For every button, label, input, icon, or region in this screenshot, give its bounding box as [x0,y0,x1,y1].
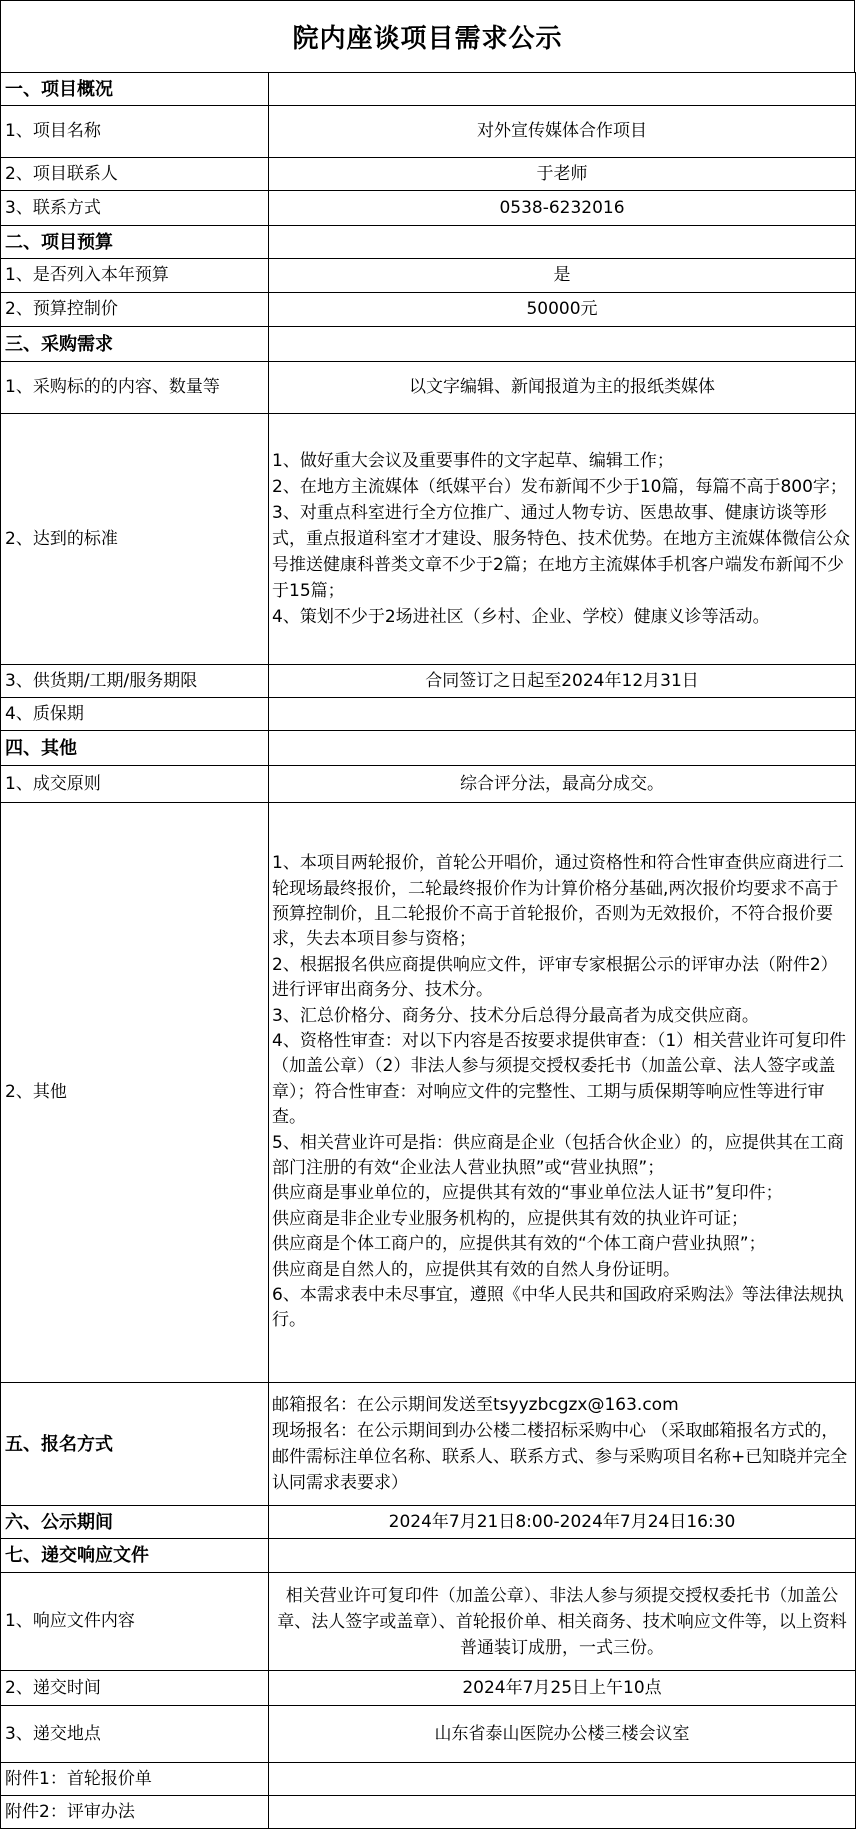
paragraph-line: 4、策划不少于2场进社区（乡村、企业、学校）健康义诊等活动。 [272,607,770,627]
table-row [1,803,856,1383]
row-label: 1、项目名称 [1,106,269,158]
table-row [1,1706,856,1763]
row-value: 对外宣传媒体合作项目 [269,106,856,158]
section-row [1,226,856,259]
row-label: 2、递交时间 [1,1671,269,1706]
paragraph-line: 现场报名：在公示期间到办公楼二楼招标采购中心 （采取邮箱报名方式的，邮件需标注单位名称、联系人、联系方式、参与采购项目名称+已知晓并完全认同需求表要求） [272,1421,848,1493]
table-row [1,158,856,191]
row-label: 3、供货期/工期/服务期限 [1,665,269,698]
row-value: 2024年7月21日8:00-2024年7月24日16:30 [269,1506,856,1539]
paragraph-line: 供应商是事业单位的，应提供其有效的“事业单位法人证书”复印件； [272,1183,783,1204]
section-row [1,1383,856,1506]
section-heading: 五、报名方式 [1,1383,269,1506]
empty-cell [269,731,856,766]
section-heading: 四、其他 [1,731,269,766]
row-value [269,1796,856,1829]
table-row [1,665,856,698]
row-value [269,698,856,731]
section-row [1,73,856,106]
table-row [1,106,856,158]
empty-cell [269,1539,856,1573]
row-value: 合同签订之日起至2024年12月31日 [269,665,856,698]
paragraph-line: 5、相关营业许可是指：供应商是企业（包括合伙企业）的，应提供其在工商部门注册的有效“企业法人营业执照”或“营业执照”； [272,1132,844,1179]
paragraph-line: 4、资格性审查：对以下内容是否按要求提供审查：（1）相关营业许可复印件（加盖公章）（2）非法人参与须提交授权委托书（加盖公章、法人签字或盖章）；符合性审查：对响应文件的完整性、工期与质保期等响应性等进行审查。 [272,1030,847,1128]
empty-cell [269,73,856,106]
empty-cell [269,226,856,259]
row-label: 3、递交地点 [1,1706,269,1763]
section-row [1,731,856,766]
paragraph-line: 1、本项目两轮报价，首轮公开唱价，通过资格性和符合性审查供应商进行二轮现场最终报价，二轮最终报价作为计算价格分基础,两次报价均要求不高于预算控制价，且二轮报价不高于首轮报价，否则为无效报价，不符合报价要求，失去本项目参与资格； [272,853,844,950]
paragraph-line: 供应商是自然人的，应提供其有效的自然人身份证明。 [272,1259,680,1280]
paragraph-line: 2、在地方主流媒体（纸媒平台）发布新闻不少于10篇，每篇不高于800字； [272,477,847,497]
row-value: 是 [269,259,856,293]
standard-paragraphs [269,414,856,665]
section-heading: 七、递交响应文件 [1,1539,269,1573]
table-row [1,362,856,414]
row-label: 2、其他 [1,803,269,1383]
table-row [1,259,856,293]
row-label: 1、响应文件内容 [1,1573,269,1671]
row-value: 50000元 [269,293,856,327]
row-value: 于老师 [269,158,856,191]
empty-cell [269,327,856,362]
row-label: 1、成交原则 [1,766,269,803]
row-value: 综合评分法，最高分成交。 [269,766,856,803]
row-value: 以文字编辑、新闻报道为主的报纸类媒体 [269,362,856,414]
table-row [1,414,856,665]
paragraph-line: 3、对重点科室进行全方位推广、通过人物专访、医患故事、健康访谈等形式，重点报道科室才才建设、服务特色、技术优势。在地方主流媒体微信公众号推送健康科普类文章不少于2篇；在地方主流媒体手机客户端发布新闻不少于15篇； [272,503,850,601]
row-value: 相关营业许可复印件（加盖公章）、非法人参与须提交授权委托书（加盖公章、法人签字或盖章）、首轮报价单、相关商务、技术响应文件等，以上资料普通装订成册，一式三份。 [269,1573,856,1671]
paragraph-line: 供应商是个体工商户的，应提供其有效的“个体工商户营业执照”； [272,1234,766,1255]
table-row [1,1671,856,1706]
section-row [1,1506,856,1539]
section-heading: 一、项目概况 [1,73,269,106]
row-value: 2024年7月25日上午10点 [269,1671,856,1706]
paragraph-line: 2、根据报名供应商提供响应文件，评审专家根据公示的评审办法（附件2）进行评审出商务分、技术分。 [272,954,838,1001]
table-row [1,698,856,731]
table-row [1,191,856,226]
row-value: 0538-6232016 [269,191,856,226]
section-row [1,327,856,362]
row-label: 附件1：首轮报价单 [1,1763,269,1796]
signup-paragraphs [269,1383,856,1506]
table-row [1,766,856,803]
row-label: 2、达到的标准 [1,414,269,665]
paragraph-line: 3、汇总价格分、商务分、技术分后总得分最高者为成交供应商。 [272,1005,759,1026]
paragraph-line: 1、做好重大会议及重要事件的文字起草、编辑工作； [272,451,674,471]
requirement-table [0,72,856,1829]
row-label: 3、联系方式 [1,191,269,226]
other-paragraphs [269,803,856,1383]
table-row [1,293,856,327]
row-value [269,1763,856,1796]
paragraph-line: 供应商是非企业专业服务机构的，应提供其有效的执业许可证； [272,1208,748,1229]
section-heading: 三、采购需求 [1,327,269,362]
row-label: 2、项目联系人 [1,158,269,191]
row-label: 4、质保期 [1,698,269,731]
row-value: 山东省泰山医院办公楼三楼会议室 [269,1706,856,1763]
row-label: 附件2：评审办法 [1,1796,269,1829]
row-label: 2、预算控制价 [1,293,269,327]
table-row [1,1763,856,1796]
row-label: 1、采购标的的内容、数量等 [1,362,269,414]
section-heading: 二、项目预算 [1,226,269,259]
section-heading: 六、公示期间 [1,1506,269,1539]
row-label: 1、是否列入本年预算 [1,259,269,293]
page-title: 院内座谈项目需求公示 [0,0,855,73]
paragraph-line: 邮箱报名：在公示期间发送至tsyyzbcgzx@163.com [272,1395,679,1415]
paragraph-line: 6、本需求表中未尽事宜，遵照《中华人民共和国政府采购法》等法律法规执行。 [272,1285,844,1331]
section-row [1,1539,856,1573]
table-row [1,1573,856,1671]
table-row [1,1796,856,1829]
